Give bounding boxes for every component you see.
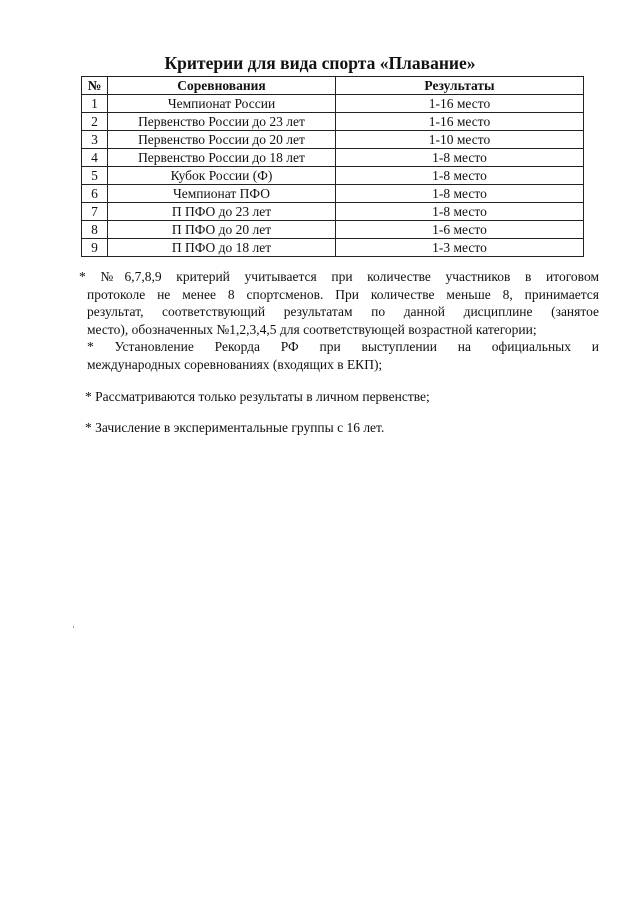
table-row (82, 221, 584, 239)
cell-competition: Чемпионат ПФО (108, 185, 336, 203)
note-personal: * Рассматриваются только результаты в личном первенстве; (85, 389, 430, 404)
cell-competition: Кубок России (Ф) (108, 167, 336, 185)
cell-competition: Первенство России до 18 лет (108, 149, 336, 167)
cell-number: 7 (82, 203, 108, 221)
note-enrollment: * Зачисление в экспериментальные группы с 16 лет. (85, 420, 385, 435)
cell-number: 8 (82, 221, 108, 239)
cell-result: 1-8 место (336, 149, 584, 167)
cell-result: 1-16 место (336, 95, 584, 113)
note-line: протоколе не менее 8 спортсменов. При количестве меньше 8, принимается (87, 286, 599, 302)
cell-competition: Первенство России до 20 лет (108, 131, 336, 149)
table-row (82, 113, 584, 131)
cell-number: 9 (82, 239, 108, 257)
table-row (82, 131, 584, 149)
note-line: результат, соответствующий результатам по данной дисциплине (занятое (87, 304, 599, 319)
cell-number: 6 (82, 185, 108, 203)
table-row (82, 149, 584, 167)
note-line: место), обозначенных №1,2,3,4,5 для соответствующей возрастной категории; (87, 321, 537, 337)
criteria-table (81, 76, 584, 257)
page-title: Критерии для вида спорта «Плавание» (164, 53, 476, 73)
cell-result: 1-10 место (336, 131, 584, 149)
cell-competition: П ПФО до 18 лет (108, 239, 336, 257)
cell-result: 1-8 место (336, 203, 584, 221)
header-number: № (82, 77, 108, 95)
note-participants (79, 268, 599, 338)
note-record (79, 338, 599, 373)
note-line: * Установление Рекорда РФ при выступлении на официальных и (87, 339, 599, 354)
note-line: международных соревнованиях (входящих в ЕКП); (87, 356, 383, 372)
cell-number: 3 (82, 131, 108, 149)
table-row (82, 239, 584, 257)
notes-section (79, 268, 599, 373)
table-row (82, 167, 584, 185)
header-results: Результаты (336, 77, 584, 95)
header-competition: Соревнования (108, 77, 336, 95)
cell-competition: П ПФО до 23 лет (108, 203, 336, 221)
cell-number: 5 (82, 167, 108, 185)
cell-result: 1-6 место (336, 221, 584, 239)
cell-competition: П ПФО до 20 лет (108, 221, 336, 239)
table-row (82, 95, 584, 113)
cell-competition: Чемпионат России (108, 95, 336, 113)
cell-competition: Первенство России до 23 лет (108, 113, 336, 131)
cell-result: 1-3 место (336, 239, 584, 257)
cell-number: 4 (82, 149, 108, 167)
cell-result: 1-16 место (336, 113, 584, 131)
scan-speck (73, 626, 74, 628)
cell-result: 1-8 место (336, 185, 584, 203)
table-row (82, 185, 584, 203)
table-header-row (82, 77, 584, 95)
note-line: * №6,7,8,9 критерий учитывается при количестве участников в итоговом (79, 269, 599, 284)
cell-result: 1-8 место (336, 167, 584, 185)
table-row (82, 203, 584, 221)
cell-number: 2 (82, 113, 108, 131)
cell-number: 1 (82, 95, 108, 113)
